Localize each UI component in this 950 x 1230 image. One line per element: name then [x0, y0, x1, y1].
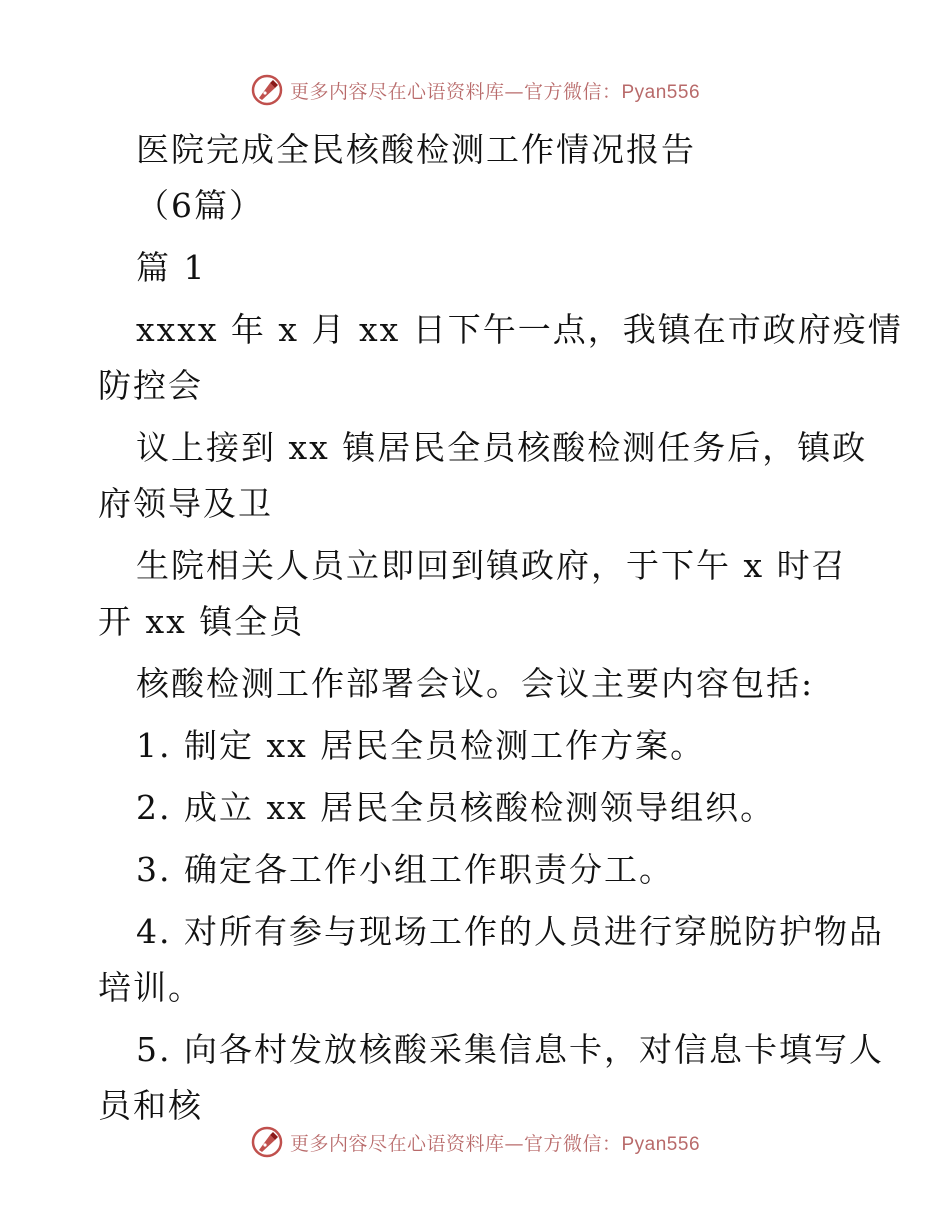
list-item-continuation: 培训。	[98, 968, 203, 1007]
list-item: 1. 制定 xx 居民全员检测工作方案。	[136, 726, 706, 765]
footer-watermark	[0, 1122, 950, 1162]
paragraph-line: 生院相关人员立即回到镇政府，于下午 x 时召	[136, 546, 847, 585]
document-title: 医院完成全民核酸检测工作情况报告	[136, 130, 696, 169]
paragraph-line: 议上接到 xx 镇居民全员核酸检测任务后，镇政	[136, 428, 868, 467]
list-item: 5. 向各村发放核酸采集信息卡，对信息卡填写人	[136, 1030, 884, 1069]
watermark-text: 更多内容尽在心语资料库—官方微信：Pyan556	[289, 1132, 701, 1155]
paragraph-line: 核酸检测工作部署会议。会议主要内容包括:	[136, 664, 815, 703]
list-item-continuation: 员和核	[98, 1086, 203, 1125]
document-subtitle: （6篇）	[136, 186, 264, 225]
pen-nib-logo-icon	[250, 1125, 284, 1159]
watermark-text: 更多内容尽在心语资料库—官方微信：Pyan556	[289, 80, 701, 103]
section-heading: 篇 1	[136, 248, 207, 287]
list-item: 4. 对所有参与现场工作的人员进行穿脱防护物品	[136, 912, 884, 951]
paragraph-line: 开 xx 镇全员	[98, 602, 305, 641]
paragraph-line: xxxx 年 x 月 xx 日下午一点，我镇在市政府疫情	[136, 310, 903, 349]
pen-nib-logo-icon	[250, 73, 284, 107]
paragraph-line: 防控会	[98, 366, 203, 405]
header-watermark	[0, 70, 950, 110]
list-item: 2. 成立 xx 居民全员核酸检测领导组织。	[136, 788, 776, 827]
paragraph-line: 府领导及卫	[98, 484, 273, 523]
document-body	[98, 122, 903, 1134]
list-item: 3. 确定各工作小组工作职责分工。	[136, 850, 674, 889]
